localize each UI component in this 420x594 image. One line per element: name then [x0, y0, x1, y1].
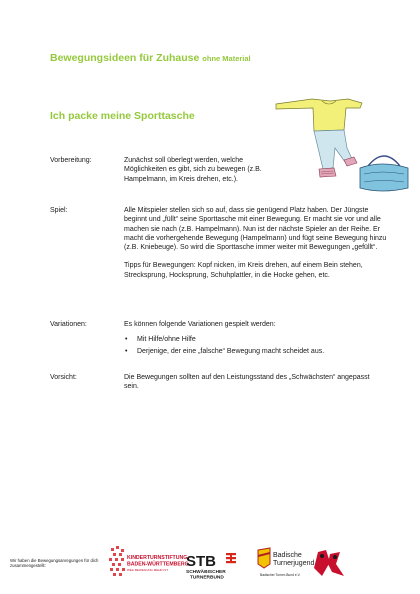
label-vorbereitung: Vorbereitung:	[50, 157, 92, 164]
label-spiel: Spiel:	[50, 207, 68, 214]
spiel-text: Alle Mitspieler stellen sich so auf, dass sie genügend Platz haben. Der Jüngste beginnt und „füllt“ seine Sporttasche mit einer Bewegung. Er macht sie vor und alle machen sie nach (z.B. Hampelmann). Nun ist der nächste Spieler an der Reihe. Er macht die vorhergehende Bewegung (Hampelmann) und fügt seine Bewegung hinzu (z.B. Kniebeuge). So wird die Sporttasche immer weiter mit Bewegungen „gefüllt“.	[124, 207, 387, 252]
footer-note: Wir haben die Bewegungsanregungen für dich zusammengestellt:	[10, 558, 99, 569]
vorbereitung-text: Zunächst soll überlegt werden, welche Möglichkeiten es gibt, sich zu bewegen (z.B. Hampelmann, im Kreis drehen, etc.).	[124, 157, 262, 183]
kinderturnstiftung-logo	[108, 546, 189, 582]
btj-line-1: Badische	[273, 552, 302, 559]
kts-line-3: WEIL BEWEGUNG MEHR IST	[127, 568, 169, 572]
btj-line-2: Turnerjugend	[273, 560, 315, 567]
vorsicht-text: Die Bewegungen sollten auf den Leistungsstand des „Schwächsten“ angepasst sein.	[124, 374, 370, 391]
list-item: • Mit Hilfe/ohne Hilfe	[137, 335, 392, 344]
page-title	[50, 52, 251, 64]
text-vorsicht	[124, 373, 374, 392]
text-spiel	[124, 206, 392, 280]
btj-line-3: Badischer Turner-Bund e.V.	[260, 573, 301, 577]
list-item: • Derjenige, der eine „falsche“ Bewegung macht scheidet aus.	[137, 347, 392, 356]
sports-bag-illustration	[272, 96, 412, 196]
kts-line-2: BADEN-WÜRTTEMBERG	[127, 561, 189, 568]
stb-logo	[184, 550, 246, 580]
variationen-list	[124, 335, 392, 356]
text-vorbereitung	[124, 156, 264, 184]
title-suffix: ohne Material	[202, 54, 251, 63]
spiel-tips: Tipps für Bewegungen: Kopf nicken, im Kreis drehen, auf einem Bein stehen, Strecksprung, Hocksprung, Schuhplattler, in die Hocke gehen, etc.	[124, 262, 363, 279]
badische-turnerjugend-logo	[256, 546, 350, 582]
variationen-text: Es können folgende Variationen gespielt werden:	[124, 321, 276, 328]
title-main: Bewegungsideen für Zuhause	[50, 52, 200, 64]
game-title: Ich packe meine Sporttasche	[50, 110, 195, 122]
kts-line-1: KINDERTURNSTIFTUNG	[127, 555, 188, 561]
stb-line-2: TURNERBUND	[190, 575, 224, 581]
label-vorsicht: Vorsicht:	[50, 374, 77, 381]
label-variationen: Variationen:	[50, 321, 87, 328]
stb-wordmark: STB	[186, 553, 216, 570]
text-variationen	[124, 320, 392, 358]
stb-line-1: SCHWÄBISCHER	[186, 570, 226, 575]
